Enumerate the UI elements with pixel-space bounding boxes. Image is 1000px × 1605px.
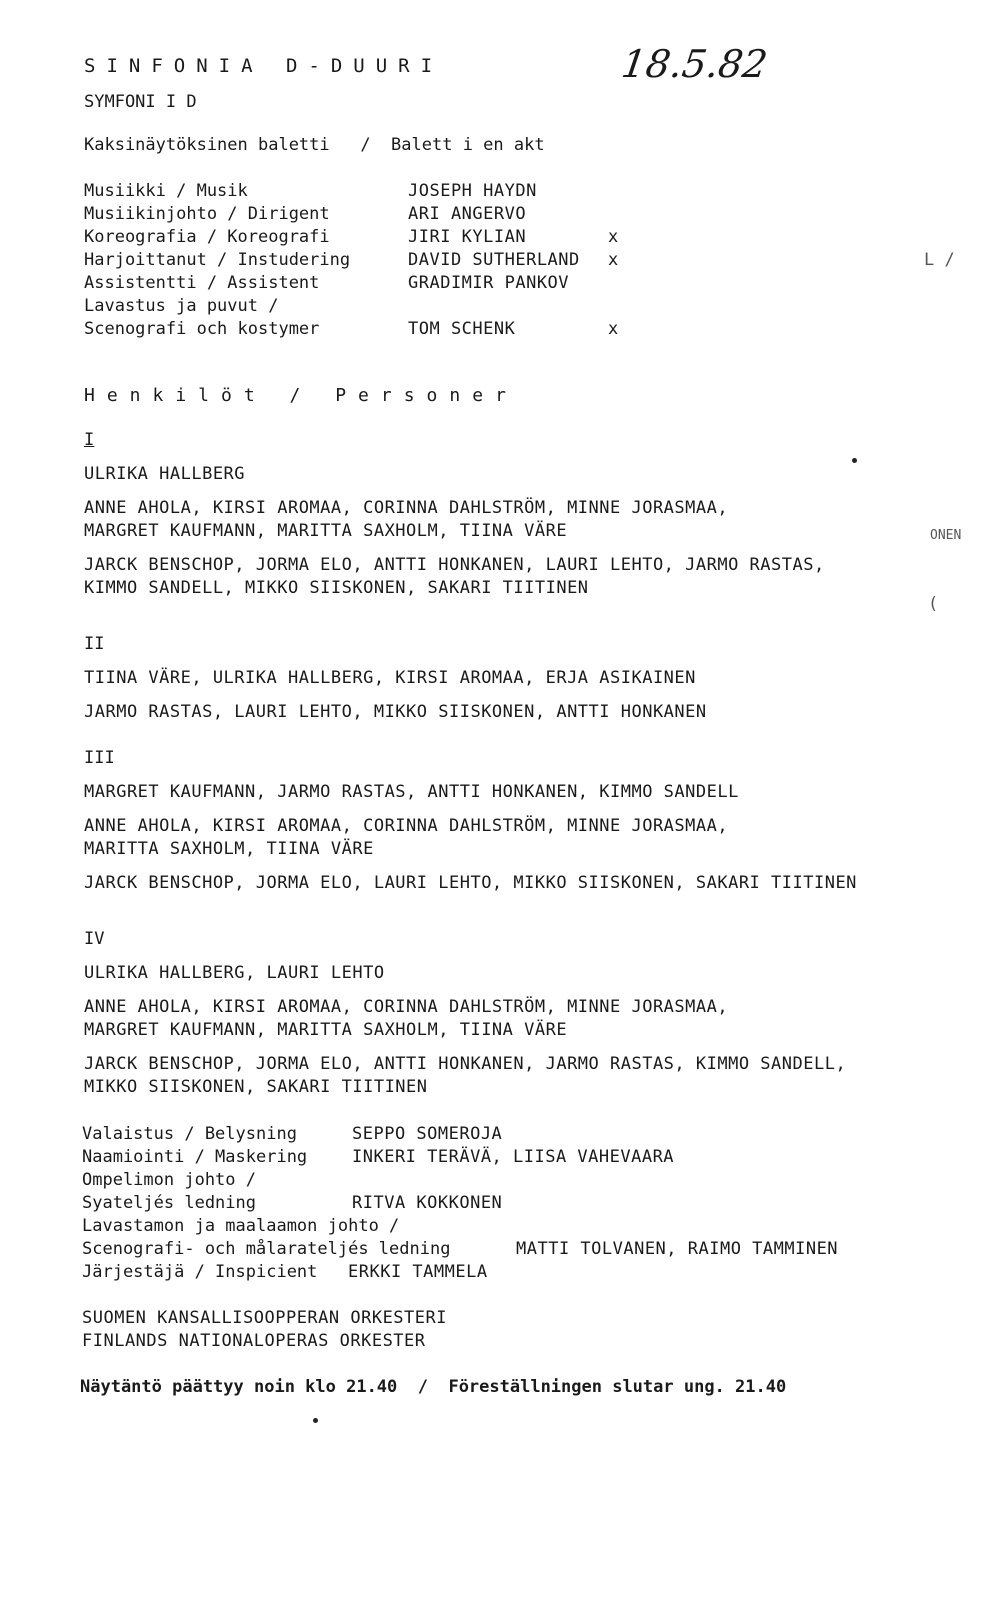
credit-role: Musiikinjohto / Dirigent [84, 204, 330, 224]
cast-line: KIMMO SANDELL, MIKKO SIISKONEN, SAKARI TIITINEN [84, 578, 589, 598]
credit-name: DAVID SUTHERLAND [408, 250, 580, 270]
program-subtitle: SYMFONI I D [84, 92, 197, 112]
credit-mark: x [608, 250, 619, 270]
ballet-genre: Kaksinäytöksinen baletti / Balett i en akt [84, 135, 545, 155]
cast-line: MARGRET KAUFMANN, MARITTA SAXHOLM, TIINA VÄRE [84, 1020, 568, 1040]
staff-role: Valaistus / Belysning [82, 1124, 297, 1144]
credit-mark: x [608, 319, 619, 339]
credit-role: Harjoittanut / Instudering [84, 250, 351, 270]
margin-note: ( [928, 594, 939, 614]
cast-line: JARCK BENSCHOP, JORMA ELO, ANTTI HONKANEN, LAURI LEHTO, JARMO RASTAS, [84, 555, 825, 575]
credit-name: JIRI KYLIAN [408, 227, 527, 247]
cast-line: MARGRET KAUFMANN, JARMO RASTAS, ANTTI HONKANEN, KIMMO SANDELL [84, 782, 739, 802]
staff-role: Scenografi- och målarateljés ledning [82, 1239, 451, 1259]
speck [852, 458, 857, 463]
staff-role: Lavastamon ja maalaamon johto / [82, 1216, 400, 1236]
margin-note: L / [924, 250, 955, 270]
credit-role: Koreografia / Koreografi [84, 227, 330, 247]
cast-line: TIINA VÄRE, ULRIKA HALLBERG, KIRSI AROMAA, ERJA ASIKAINEN [84, 668, 696, 688]
credit-name: GRADIMIR PANKOV [408, 273, 570, 293]
staff-role: Ompelimon johto / [82, 1170, 256, 1190]
cast-line: MARITTA SAXHOLM, TIINA VÄRE [84, 839, 374, 859]
cast-line: ULRIKA HALLBERG, LAURI LEHTO [84, 963, 385, 983]
staff-name: SEPPO SOMEROJA [352, 1124, 503, 1144]
section-label: II [84, 634, 105, 654]
section-label: I [84, 430, 95, 450]
cast-line: ANNE AHOLA, KIRSI AROMAA, CORINNA DAHLSTRÖM, MINNE JORASMAA, [84, 498, 729, 518]
staff-role: Naamiointi / Maskering [82, 1147, 308, 1167]
credit-role: Musiikki / Musik [84, 181, 248, 201]
cast-line: JARCK BENSCHOP, JORMA ELO, LAURI LEHTO, MIKKO SIISKONEN, SAKARI TIITINEN [84, 873, 857, 893]
cast-line: MIKKO SIISKONEN, SAKARI TIITINEN [84, 1077, 428, 1097]
staff-name: RITVA KOKKONEN [352, 1193, 503, 1213]
credit-mark: x [608, 227, 619, 247]
program-title: SINFONIA D-DUURI [84, 55, 444, 77]
persons-heading: Henkilöt / Personer [84, 385, 518, 406]
staff-role: Syateljés ledning [82, 1193, 256, 1213]
credit-name: JOSEPH HAYDN [408, 181, 537, 201]
credit-name: ARI ANGERVO [408, 204, 527, 224]
credit-role: Lavastus ja puvut / [84, 296, 279, 316]
cast-line: ANNE AHOLA, KIRSI AROMAA, CORINNA DAHLSTRÖM, MINNE JORASMAA, [84, 816, 729, 836]
cast-line: MARGRET KAUFMANN, MARITTA SAXHOLM, TIINA VÄRE [84, 521, 568, 541]
speck [313, 1418, 318, 1423]
cast-line: ANNE AHOLA, KIRSI AROMAA, CORINNA DAHLSTRÖM, MINNE JORASMAA, [84, 997, 729, 1017]
performance-end-time: Näytäntö päättyy noin klo 21.40 / Föreställningen slutar ung. 21.40 [80, 1377, 787, 1397]
section-label: IV [84, 929, 105, 949]
cast-line: JARCK BENSCHOP, JORMA ELO, ANTTI HONKANEN, JARMO RASTAS, KIMMO SANDELL, [84, 1054, 847, 1074]
orchestra-name: FINLANDS NATIONALOPERAS ORKESTER [82, 1331, 426, 1351]
section-label: III [84, 748, 115, 768]
credit-role: Assistentti / Assistent [84, 273, 320, 293]
cast-line: JARMO RASTAS, LAURI LEHTO, MIKKO SIISKONEN, ANTTI HONKANEN [84, 702, 707, 722]
orchestra-name: SUOMEN KANSALLISOOPPERAN ORKESTERI [82, 1308, 447, 1328]
staff-role: Järjestäjä / Inspicient [82, 1262, 318, 1282]
cast-line: ULRIKA HALLBERG [84, 464, 246, 484]
staff-name: MATTI TOLVANEN, RAIMO TAMMINEN [516, 1239, 839, 1259]
staff-name: INKERI TERÄVÄ, LIISA VAHEVAARA [352, 1147, 675, 1167]
credit-role: Scenografi och kostymer [84, 319, 320, 339]
staff-name: ERKKI TAMMELA [348, 1262, 488, 1282]
credit-name: TOM SCHENK [408, 319, 516, 339]
margin-note: ONEN [930, 528, 962, 543]
handwritten-date: 18.5.82 [618, 42, 771, 86]
